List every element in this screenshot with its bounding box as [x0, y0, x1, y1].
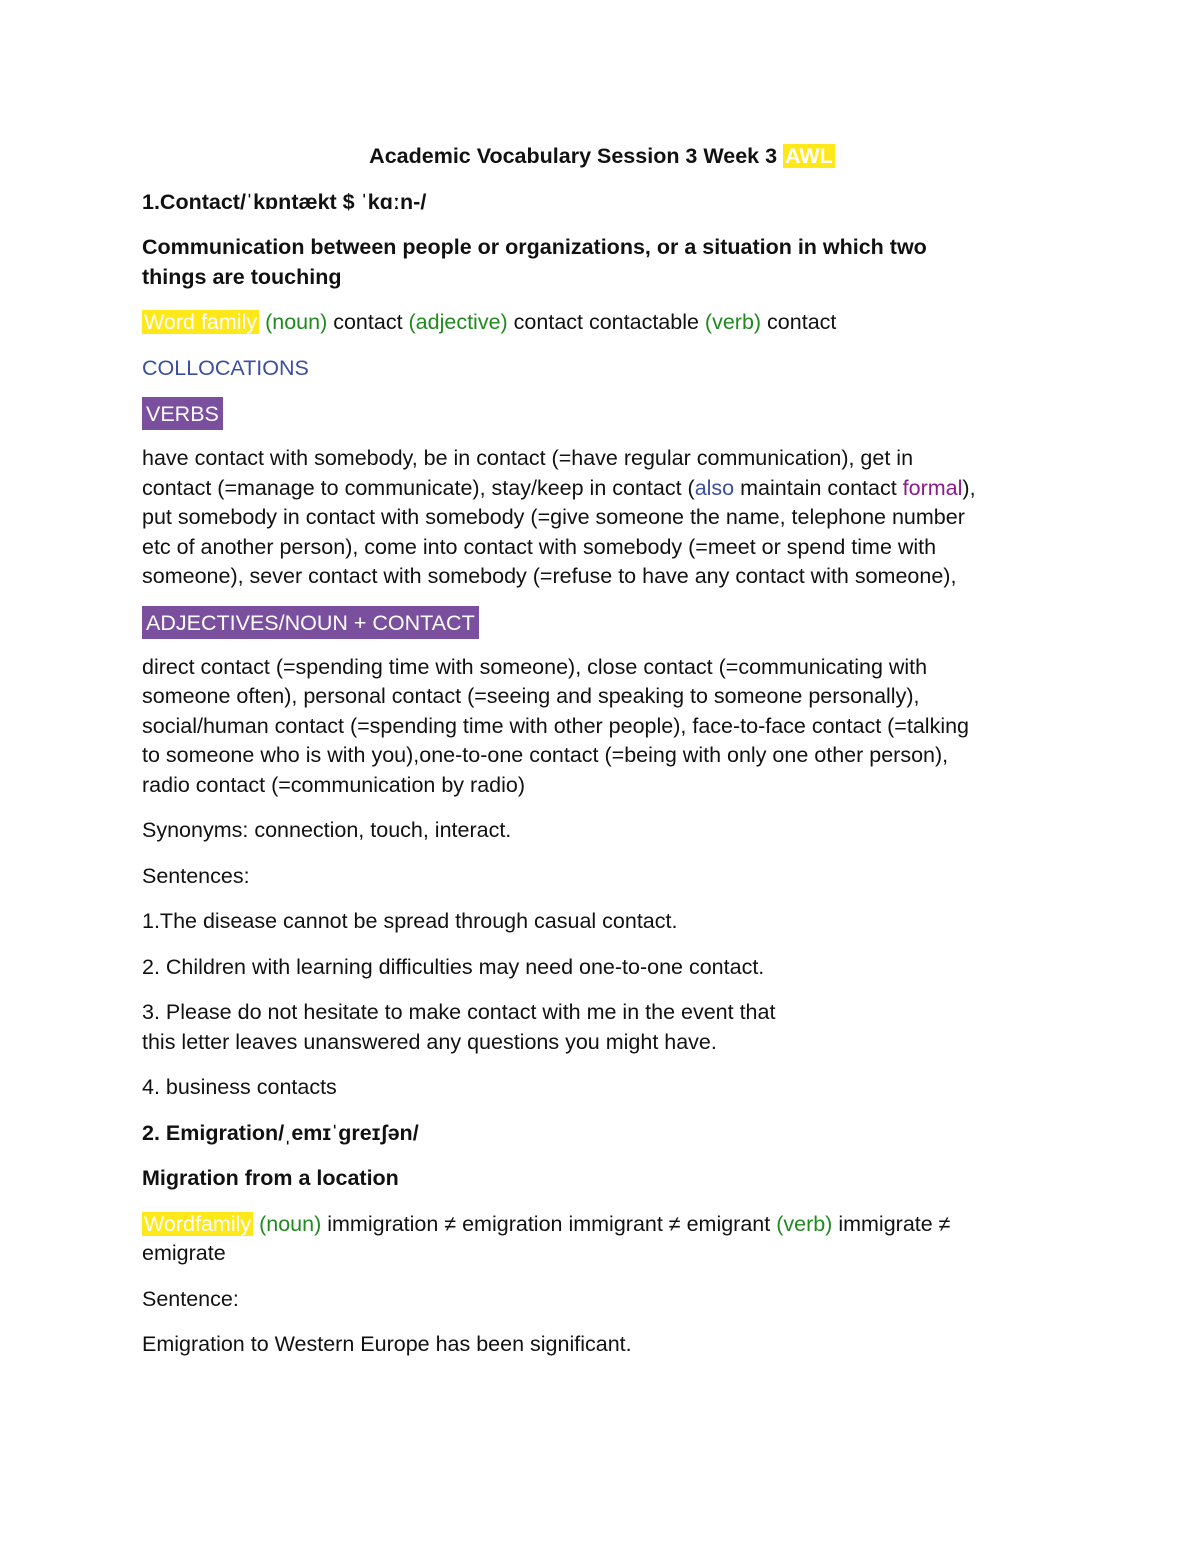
synonyms: Synonyms: connection, touch, interact.: [142, 818, 512, 842]
entry2-sentence-label: Sentence:: [142, 1286, 239, 1311]
noun-forms: contact: [327, 310, 409, 334]
noun-tag: (noun): [265, 310, 328, 334]
awl-badge: AWL: [785, 144, 833, 168]
adjectives-line2: someone often), personal contact (=seeing and speaking to someone personally),: [142, 684, 920, 708]
adjectives-noun-tag: ADJECTIVES/NOUN + CONTACT: [142, 606, 479, 639]
entry2-verb-tag: (verb): [776, 1211, 833, 1236]
title-text: Academic Vocabulary Session 3 Week 3: [369, 144, 784, 168]
entry2-noun-forms: immigration ≠ emigration immigrant ≠ emigrant: [321, 1211, 777, 1236]
verbs-line2-part1: contact (=manage to communicate), stay/keep in contact (: [142, 475, 695, 500]
entry2-sentence: Emigration to Western Europe has been significant.: [142, 1332, 632, 1356]
adjectives-line3: social/human contact (=spending time with other people), face-to-face contact (=talking: [142, 713, 970, 738]
document-page: [142, 140, 1062, 1360]
adjective-tag: (adjective): [408, 310, 508, 334]
collocations-heading: COLLOCATIONS: [142, 355, 309, 380]
sentence-3-line2: this letter leaves unanswered any questions you might have.: [142, 1029, 717, 1054]
formal-label: formal: [902, 475, 963, 500]
verbs-line2-part3: ),: [962, 475, 976, 500]
also-label: also: [694, 475, 735, 500]
verbs-line5: someone), sever contact with somebody (=refuse to have any contact with someone),: [142, 564, 957, 588]
verb-tag: (verb): [704, 310, 762, 334]
entry2-definition: Migration from a location: [142, 1166, 399, 1190]
verbs-tag: VERBS: [142, 397, 223, 430]
verbs-line2: [142, 474, 1062, 504]
entry1-word-family: [142, 308, 1062, 338]
verb-forms: contact: [761, 310, 837, 334]
sentences-label: Sentences:: [142, 863, 250, 888]
adjectives-line1: direct contact (=spending time with someone), close contact (=communicating with: [142, 654, 928, 679]
adjectives-line4: to someone who is with you),one-to-one contact (=being with only one other person),: [142, 743, 949, 767]
verbs-line3: put somebody in contact with somebody (=give someone the name, telephone number: [142, 505, 965, 529]
verbs-line2-part2: maintain contact: [734, 475, 903, 500]
entry1-definition-line1: Communication between people or organizations, or a situation in which two: [142, 235, 927, 259]
wordfamily-label: Wordfamily: [144, 1211, 252, 1236]
verbs-line1: have contact with somebody, be in contact (=have regular communication), get in: [142, 446, 914, 470]
word-family-label: Word family: [144, 310, 258, 334]
entry2-word-family-line2: emigrate: [142, 1241, 226, 1265]
sentence-3-line1: 3. Please do not hesitate to make contact with me in the event that: [142, 1000, 776, 1024]
verbs-tag-row: [142, 397, 1062, 430]
entry1-definition-line2: things are touching: [142, 264, 342, 289]
verbs-line4: etc of another person), come into contact with somebody (=meet or spend time with: [142, 534, 937, 559]
entry2-headword: 2. Emigration/ˌemɪˈɡreɪʃən/: [142, 1120, 419, 1145]
entry2-noun-tag: (noun): [259, 1211, 322, 1236]
entry2-word-family: [142, 1210, 1062, 1240]
adjective-forms: contact contactable: [507, 310, 705, 334]
adjectives-line5: radio contact (=communication by radio): [142, 772, 526, 797]
entry2-verb-forms: immigrate ≠: [832, 1211, 951, 1236]
sentence-1: 1.The disease cannot be spread through casual contact.: [142, 909, 678, 933]
entry1-headword: 1.Contact/ˈkɒntækt $ ˈkɑːn-/: [142, 189, 427, 214]
sentence-2: 2. Children with learning difficulties may need one-to-one contact.: [142, 954, 765, 979]
document-title: [142, 142, 1062, 172]
adjectives-tag-row: [142, 606, 1062, 639]
sentence-4: 4. business contacts: [142, 1075, 337, 1099]
